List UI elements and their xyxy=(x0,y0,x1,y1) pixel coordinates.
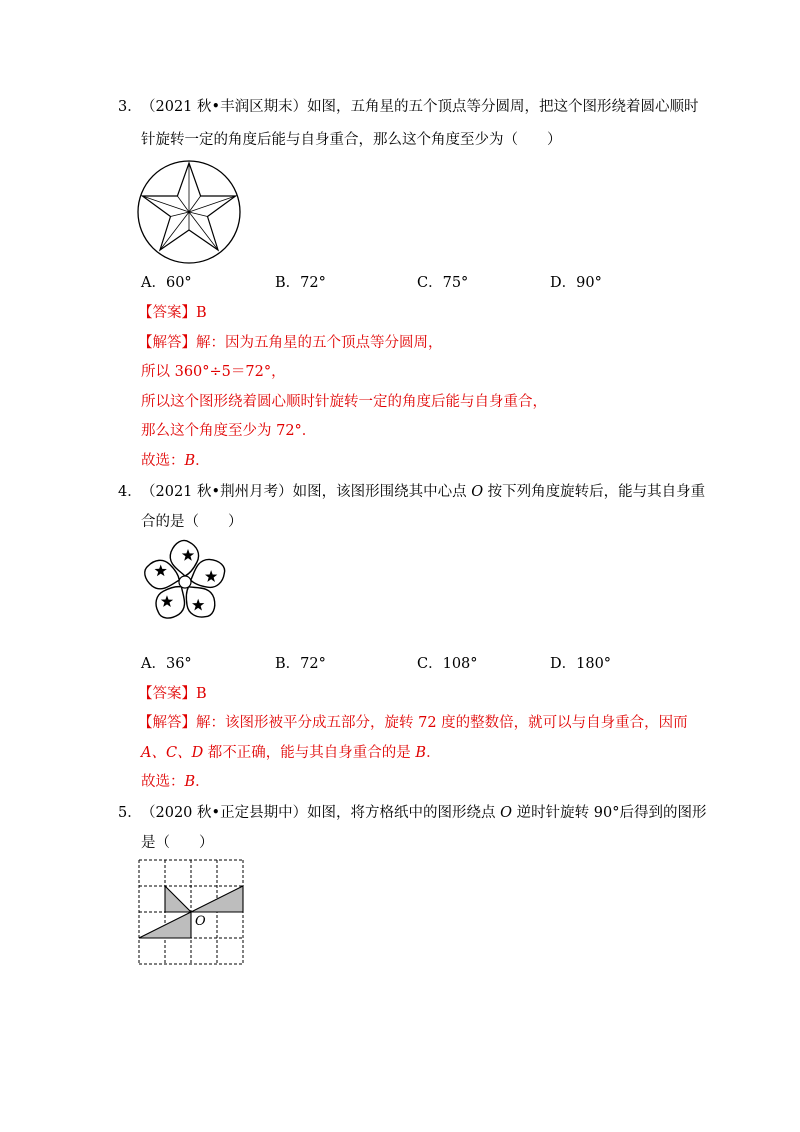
q4-stem-var: O xyxy=(471,484,484,500)
q3-stem-line1 xyxy=(141,97,699,117)
q4-solution-text1: 解：该图形被平分成五部分，旋转 72 度的整数倍，就可以与自身重合，因而 xyxy=(196,715,688,731)
q3-solution-line2: 所以 360°÷5＝72°， xyxy=(141,364,286,380)
q5-stem-line2: 是（ ） xyxy=(141,835,214,851)
q4-stem-line1 xyxy=(141,482,705,502)
q4-stem-text1a: 如图，该图形围绕其中心点 xyxy=(292,484,472,500)
q3-option-b: B．72° xyxy=(275,275,326,291)
q3-option-d: D．90° xyxy=(550,275,602,291)
q4-answer xyxy=(138,684,207,704)
point-o-label: O xyxy=(195,914,206,929)
q3-source: （2021 秋•丰润区期末） xyxy=(141,99,308,115)
q4-solution-label: 【解答】 xyxy=(138,715,196,731)
q3-conclusion-choice: B xyxy=(184,453,196,469)
q4-flower-figure xyxy=(136,534,234,630)
q5-stem-text1b: 逆时针旋转 90°后得到的图形 xyxy=(512,805,707,821)
q4-option-a: A．36° xyxy=(141,656,192,672)
q4-answer-label: 【答案】 xyxy=(138,686,196,702)
shaded-shape-top-left xyxy=(165,886,191,912)
shaded-shape-top-right xyxy=(191,886,243,912)
q4-conclusion-choice: B xyxy=(184,774,196,790)
q4-stem-text1b: 按下列角度旋转后，能与其自身重 xyxy=(483,484,706,500)
q3-stem-line2: 针旋转一定的角度后能与自身重合，那么这个角度至少为（ ） xyxy=(141,132,562,148)
q4-solution-vars: A、C、D xyxy=(141,745,204,761)
q4-option-b: B．72° xyxy=(275,656,326,672)
q5-grid-figure xyxy=(138,859,244,965)
q3-answer-label: 【答案】 xyxy=(138,305,196,321)
q3-stem-text1: 如图，五角星的五个顶点等分圆周，把这个图形绕着圆心顺时 xyxy=(307,99,699,115)
q3-option-a: A．60° xyxy=(141,275,192,291)
q4-conclusion-label: 故选： xyxy=(141,774,185,790)
q5-stem-text1a: 如图，将方格纸中的图形绕点 xyxy=(307,805,501,821)
q4-stem-line2: 合的是（ ） xyxy=(141,514,243,530)
q4-option-c: C．108° xyxy=(417,656,478,672)
q3-star-circle-figure xyxy=(136,159,242,265)
q4-answer-value: B xyxy=(196,686,207,702)
q3-conclusion xyxy=(141,451,210,471)
q3-solution-line1 xyxy=(138,333,443,353)
q3-solution-label: 【解答】 xyxy=(138,335,196,351)
q3-conclusion-end: ． xyxy=(195,453,210,469)
q5-stem-var: O xyxy=(500,805,513,821)
q3-option-c: C．75° xyxy=(417,275,469,291)
q3-number: 3． xyxy=(118,99,142,115)
q4-solution-choice: B xyxy=(415,745,427,761)
q4-solution-line1 xyxy=(138,713,688,733)
q4-conclusion xyxy=(141,772,210,792)
q4-conclusion-end: ． xyxy=(195,774,210,790)
q4-solution-mid: 都不正确，能与其自身重合的是 xyxy=(203,745,416,761)
q3-solution-text1: 解：因为五角星的五个顶点等分圆周， xyxy=(196,335,443,351)
q3-answer xyxy=(138,303,207,323)
q3-conclusion-label: 故选： xyxy=(141,453,185,469)
q5-stem-line1 xyxy=(141,803,706,823)
q5-number: 5． xyxy=(118,805,142,821)
q3-solution-line3: 所以这个图形绕着圆心顺时针旋转一定的角度后能与自身重合， xyxy=(141,394,547,410)
q4-source: （2021 秋•荆州月考） xyxy=(141,484,293,500)
q3-solution-line4: 那么这个角度至少为 72°． xyxy=(141,423,317,439)
q4-option-d: D．180° xyxy=(550,656,612,672)
q4-number: 4． xyxy=(118,484,142,500)
q3-answer-value: B xyxy=(196,305,207,321)
q4-solution-line2 xyxy=(141,743,441,763)
q4-solution-end: ． xyxy=(426,745,441,761)
q5-source: （2020 秋•正定县期中） xyxy=(141,805,308,821)
